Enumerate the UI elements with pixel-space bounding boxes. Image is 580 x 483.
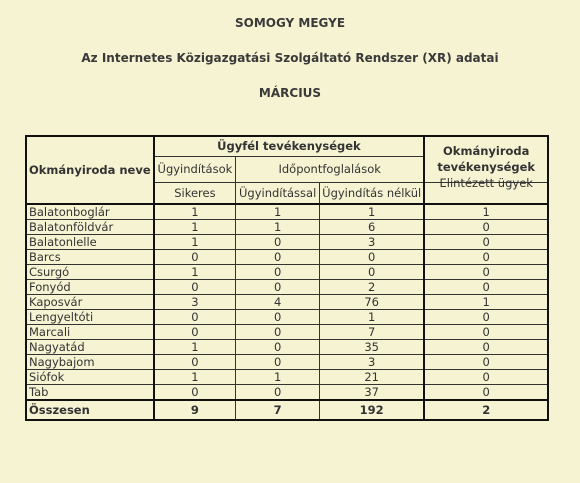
- successful-cell: 0: [154, 354, 236, 369]
- handled-cases-cell: 0: [424, 369, 548, 384]
- table-row: [26, 279, 548, 294]
- table-row: [26, 384, 548, 400]
- table-row: [26, 219, 548, 234]
- office-name-cell: Marcali: [26, 324, 154, 339]
- without-initiation-cell: 21: [320, 369, 425, 384]
- without-initiation-header: Ügyindítás nélkül: [320, 182, 425, 204]
- handled-cases-cell: 2: [424, 400, 548, 420]
- without-initiation-cell: 192: [320, 400, 425, 420]
- without-initiation-cell: 1: [320, 204, 425, 220]
- with-initiation-cell: 0: [236, 234, 320, 249]
- office-name-cell: Fonyód: [26, 279, 154, 294]
- successful-cell: 1: [154, 339, 236, 354]
- handled-cases-cell: 0: [424, 309, 548, 324]
- handled-cases-cell: 1: [424, 294, 548, 309]
- successful-cell: 9: [154, 400, 236, 420]
- handled-cases-cell: 0: [424, 249, 548, 264]
- handled-cases-cell: 0: [424, 339, 548, 354]
- successful-cell: 0: [154, 279, 236, 294]
- handled-cases-cell: 0: [424, 219, 548, 234]
- without-initiation-cell: 7: [320, 324, 425, 339]
- office-name-cell: Összesen: [26, 400, 154, 420]
- initiations-subheader: Ügyindítások: [154, 156, 236, 182]
- office-name-cell: Tab: [26, 384, 154, 400]
- office-name-cell: Kaposvár: [26, 294, 154, 309]
- without-initiation-cell: 6: [320, 219, 425, 234]
- with-initiation-cell: 0: [236, 249, 320, 264]
- without-initiation-cell: 37: [320, 384, 425, 400]
- with-initiation-header: Ügyindítással: [236, 182, 320, 204]
- office-name-header: Okmányiroda neve: [26, 136, 154, 204]
- office-name-cell: Lengyeltóti: [26, 309, 154, 324]
- office-name-cell: Balatonföldvár: [26, 219, 154, 234]
- successful-cell: 1: [154, 234, 236, 249]
- with-initiation-cell: 0: [236, 279, 320, 294]
- office-name-cell: Balatonboglár: [26, 204, 154, 220]
- handled-cases-cell: 0: [424, 324, 548, 339]
- successful-cell: 1: [154, 204, 236, 220]
- handled-cases-cell: 0: [424, 354, 548, 369]
- successful-cell: 0: [154, 309, 236, 324]
- with-initiation-cell: 1: [236, 369, 320, 384]
- table-row: [26, 204, 548, 220]
- without-initiation-cell: 3: [320, 234, 425, 249]
- month-title: MÁRCIUS: [258, 86, 322, 100]
- handled-cases-cell: 0: [424, 234, 548, 249]
- table-row: [26, 294, 548, 309]
- table-row: [26, 264, 548, 279]
- office-activities-header: Okmányiroda tevékenységek: [424, 136, 548, 182]
- with-initiation-cell: 0: [236, 324, 320, 339]
- with-initiation-cell: 0: [236, 354, 320, 369]
- table-row: [26, 354, 548, 369]
- successful-cell: 1: [154, 369, 236, 384]
- successful-cell: 0: [154, 384, 236, 400]
- with-initiation-cell: 1: [236, 204, 320, 220]
- table-row: [26, 249, 548, 264]
- without-initiation-cell: 1: [320, 309, 425, 324]
- office-name-cell: Barcs: [26, 249, 154, 264]
- office-name-cell: Csurgó: [26, 264, 154, 279]
- without-initiation-cell: 0: [320, 249, 425, 264]
- without-initiation-cell: 35: [320, 339, 425, 354]
- office-name-cell: Siófok: [26, 369, 154, 384]
- without-initiation-cell: 76: [320, 294, 425, 309]
- county-title: SOMOGY MEGYE: [234, 16, 346, 30]
- table-row: [26, 234, 548, 249]
- table-row: [26, 309, 548, 324]
- successful-header: Sikeres: [154, 182, 236, 204]
- successful-cell: 3: [154, 294, 236, 309]
- handled-cases-header: Elintézett ügyek: [424, 172, 548, 194]
- with-initiation-cell: 0: [236, 264, 320, 279]
- report-subtitle: Az Internetes Közigazgatási Szolgáltató Rendszer (XR) adatai: [81, 51, 499, 65]
- with-initiation-cell: 4: [236, 294, 320, 309]
- handled-cases-cell: 1: [424, 204, 548, 220]
- office-name-cell: Balatonlelle: [26, 234, 154, 249]
- handled-cases-cell: 0: [424, 279, 548, 294]
- table-row: [26, 339, 548, 354]
- without-initiation-cell: 0: [320, 264, 425, 279]
- table-row: [26, 324, 548, 339]
- handled-cases-cell: 0: [424, 384, 548, 400]
- with-initiation-cell: 0: [236, 384, 320, 400]
- with-initiation-cell: 1: [236, 219, 320, 234]
- successful-cell: 0: [154, 324, 236, 339]
- successful-cell: 1: [154, 264, 236, 279]
- successful-cell: 0: [154, 249, 236, 264]
- without-initiation-cell: 3: [320, 354, 425, 369]
- with-initiation-cell: 7: [236, 400, 320, 420]
- office-name-cell: Nagybajom: [26, 354, 154, 369]
- without-initiation-cell: 2: [320, 279, 425, 294]
- table-row: [26, 369, 548, 384]
- with-initiation-cell: 0: [236, 339, 320, 354]
- client-activities-header: Ügyfél tevékenységek: [154, 136, 425, 156]
- handled-cases-cell: 0: [424, 264, 548, 279]
- with-initiation-cell: 0: [236, 309, 320, 324]
- successful-cell: 1: [154, 219, 236, 234]
- statistics-table: [25, 135, 549, 421]
- office-name-cell: Nagyatád: [26, 339, 154, 354]
- appointments-subheader: Időpontfoglalások: [236, 156, 425, 182]
- total-row: [26, 400, 548, 420]
